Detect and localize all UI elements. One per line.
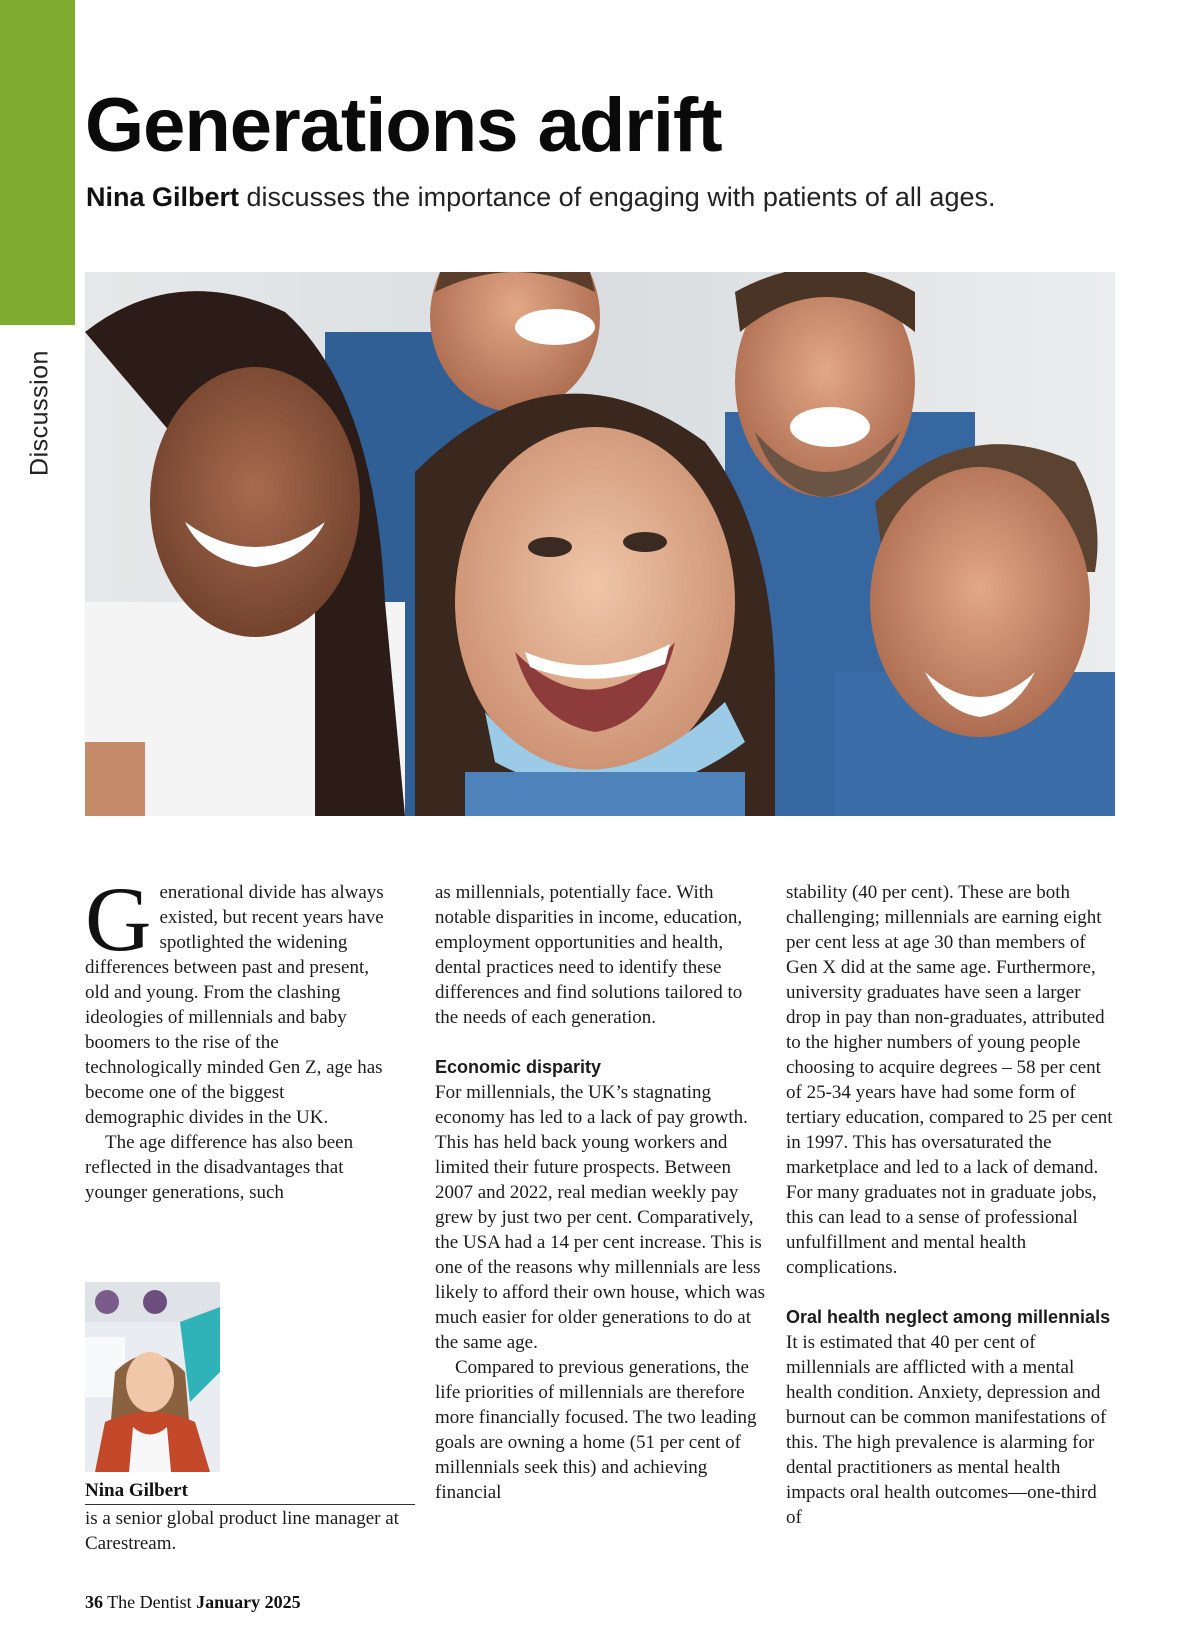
issue-date: January 2025 (196, 1592, 301, 1612)
text-column-1 (85, 868, 385, 1205)
author-name: Nina Gilbert (85, 1480, 415, 1505)
text-column-3 (786, 880, 1116, 1530)
section-label-text: Discussion (25, 349, 54, 476)
text-column-2 (435, 880, 765, 1505)
paragraph: Compared to previous generations, the life priorities of millennials are therefore more financially focused. The two leading goals are owning a home (51 per cent of millennials seek this) and achieving financial (435, 1357, 757, 1503)
paragraph: It is estimated that 40 per cent of millennials are afflicted with a mental health condition. Anxiety, depression and burnout can be common manifestations of this. The high prevalence is alarming for dental practitioners as mental health impacts oral health outcomes—one-third of (786, 1332, 1107, 1528)
subheading-oral-health: Oral health neglect among millennials (786, 1307, 1111, 1327)
paragraph: as millennials, potentially face. With notable disparities in income, education, employment opportunities and health, dental practices need to identify these differences and find solutions tailored to the needs of each generation. (435, 882, 743, 1028)
subheading-economic-disparity: Economic disparity (435, 1057, 602, 1077)
paragraph: For millennials, the UK’s stagnating economy has led to a lack of pay growth. This has held back young workers and limited their future prospects. Between 2007 and 2022, real median weekly pay grew by just two per cent. Comparatively, the USA had a 14 per cent increase. This is one of the reasons why millennials are less likely to afford their own house, which was much easier for older generations to do at the same age. (435, 1082, 765, 1353)
author-portrait-icon (85, 1282, 220, 1472)
spacer (786, 1280, 1116, 1305)
section-label (10, 350, 70, 475)
hero-photo (85, 272, 1115, 816)
publication-name: The Dentist (103, 1592, 197, 1612)
spacer (435, 1030, 765, 1055)
author-photo (85, 1282, 220, 1472)
paragraph: stability (40 per cent). These are both challenging; millennials are earning eight per cent less at age 30 than members of Gen X did at the same age. Furthermore, university graduates have seen a larger drop in pay than non-graduates, attributed to the higher numbers of young people choosing to acquire degrees – 58 per cent of 25-34 years have had some form of tertiary education, compared to 25 per cent in 1997. This has oversaturated the marketplace and led to a lack of demand. For many graduates not in graduate jobs, this can lead to a sense of professional unfulfillment and mental health complications. (786, 882, 1113, 1278)
page-footer (85, 1592, 301, 1613)
paragraph: The age difference has also been reflected in the disadvantages that younger generations, such (85, 1132, 354, 1203)
standfirst-text: discusses the importance of engaging with patients of all ages. (239, 182, 996, 212)
article-headline: Generations adrift (85, 83, 722, 168)
group-photo-icon (85, 272, 1115, 816)
author-bio: is a senior global product line manager at Carestream. (85, 1508, 399, 1554)
page-number: 36 (85, 1592, 103, 1612)
paragraph (85, 868, 385, 1130)
paragraph-text: enerational divide has always existed, but recent years have spotlighted the widening differences between past and present, old and young. From the clashing ideologies of millennials and baby boomers to the rise of the technologically minded Gen Z, age has become one of the biggest demographic divides in the UK. (85, 882, 384, 1128)
standfirst (86, 182, 995, 213)
drop-cap: G (85, 868, 152, 970)
standfirst-author: Nina Gilbert (86, 182, 240, 212)
section-color-tab (0, 0, 75, 325)
